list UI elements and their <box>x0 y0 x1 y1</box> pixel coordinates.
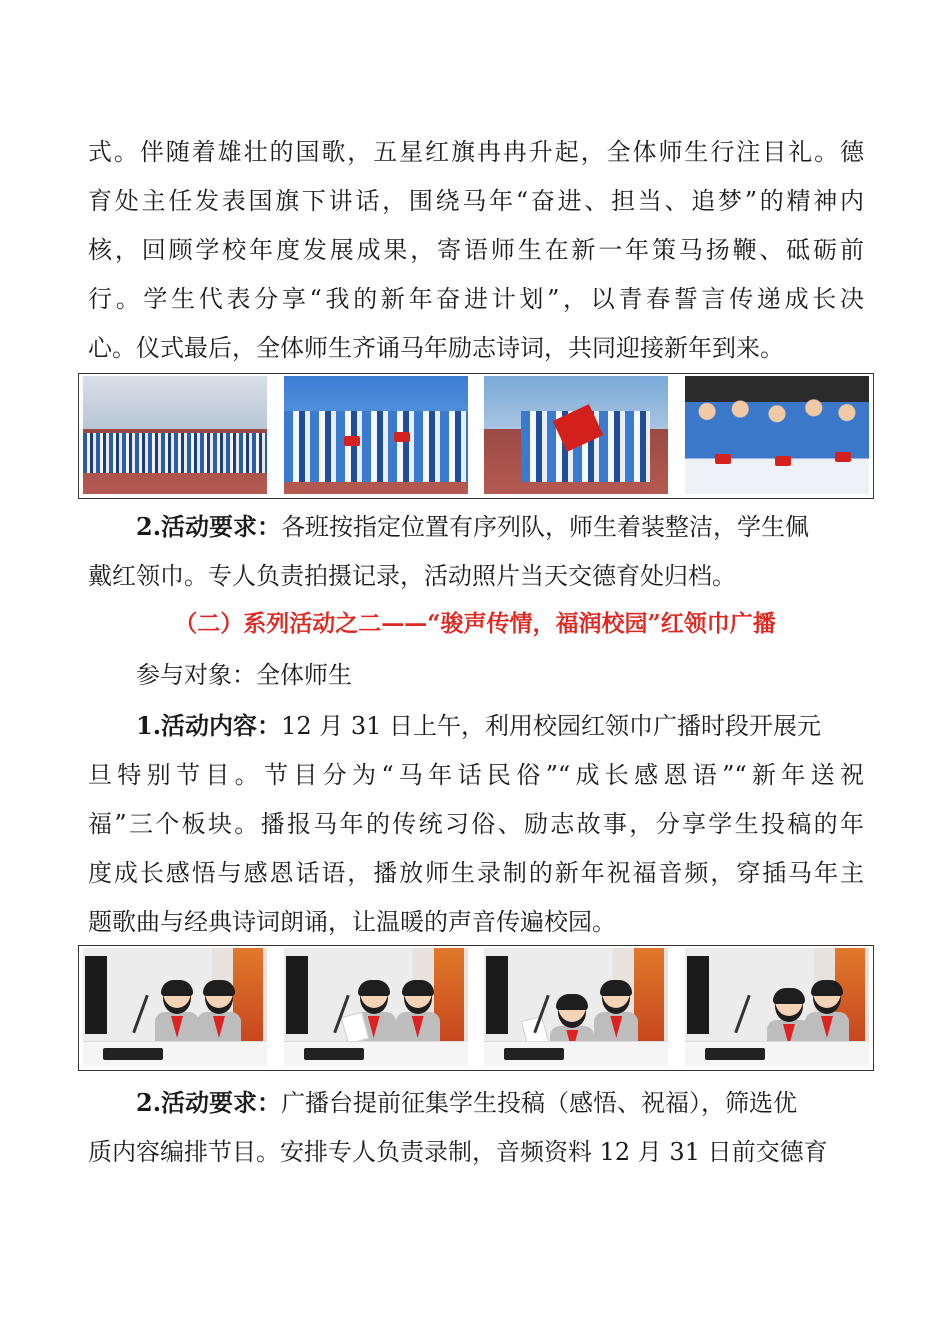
content-label: 1.活动内容： <box>136 711 282 740</box>
paragraph-line: 题歌曲与经典诗词朗诵，让温暖的声音传遍校园。 <box>88 908 616 936</box>
participants-line: 参与对象：全体师生 <box>136 661 352 689</box>
paragraph-line: 戴红领巾。专人负责拍摄记录，活动照片当天交德育处归档。 <box>88 562 736 590</box>
paragraph-line: 育处主任发表国旗下讲话，围绕马年“奋进、担当、追梦”的精神内 <box>88 187 864 215</box>
broadcast-photo-strip <box>78 945 874 1071</box>
assembly-photo-3 <box>484 376 668 494</box>
paragraph-line: 福”三个板块。播报马年的传统习俗、励志故事，分享学生投稿的年 <box>88 810 864 838</box>
assembly-photo-2 <box>284 376 468 494</box>
content-text: 12 月 31 日上午，利用校园红领巾广播时段开展元 <box>281 712 822 740</box>
requirements-paragraph-line <box>88 1083 864 1123</box>
paragraph-line: 心。仪式最后，全体师生齐诵马年励志诗词，共同迎接新年到来。 <box>88 334 784 362</box>
paragraph-line: 核，回顾学校年度发展成果，寄语师生在新一年策马扬鞭、砥砺前 <box>88 236 864 264</box>
requirements-label: 2.活动要求： <box>136 1088 282 1117</box>
content-paragraph-line <box>88 706 864 746</box>
section-heading: （二）系列活动之二——“骏声传情，福润校园”红领巾广播 <box>174 610 776 637</box>
assembly-photo-strip <box>78 373 874 499</box>
requirements-paragraph-line <box>88 507 864 547</box>
paragraph-line: 行。学生代表分享“我的新年奋进计划”，以青春誓言传递成长决 <box>88 285 864 313</box>
requirements-text: 广播台提前征集学生投稿（感悟、祝福），筛选优 <box>281 1089 798 1117</box>
broadcast-photo-4 <box>685 948 869 1066</box>
broadcast-photo-3 <box>484 948 668 1066</box>
broadcast-photo-2 <box>284 948 468 1066</box>
paragraph-line: 度成长感悟与感恩话语，播放师生录制的新年祝福音频，穿插马年主 <box>88 859 864 887</box>
paragraph-line: 旦特别节目。节目分为“马年话民俗”“成长感恩语”“新年送祝 <box>88 761 864 789</box>
assembly-photo-1 <box>83 376 267 494</box>
paragraph-line: 质内容编排节目。安排专人负责录制，音频资料 12 月 31 日前交德育 <box>88 1138 828 1166</box>
assembly-photo-4 <box>685 376 869 494</box>
requirements-text: 各班按指定位置有序列队，师生着装整洁，学生佩 <box>281 513 810 541</box>
broadcast-photo-1 <box>83 948 267 1066</box>
requirements-label: 2.活动要求： <box>136 512 282 541</box>
paragraph-line: 式。伴随着雄壮的国歌，五星红旗冉冉升起，全体师生行注目礼。德 <box>88 138 864 166</box>
